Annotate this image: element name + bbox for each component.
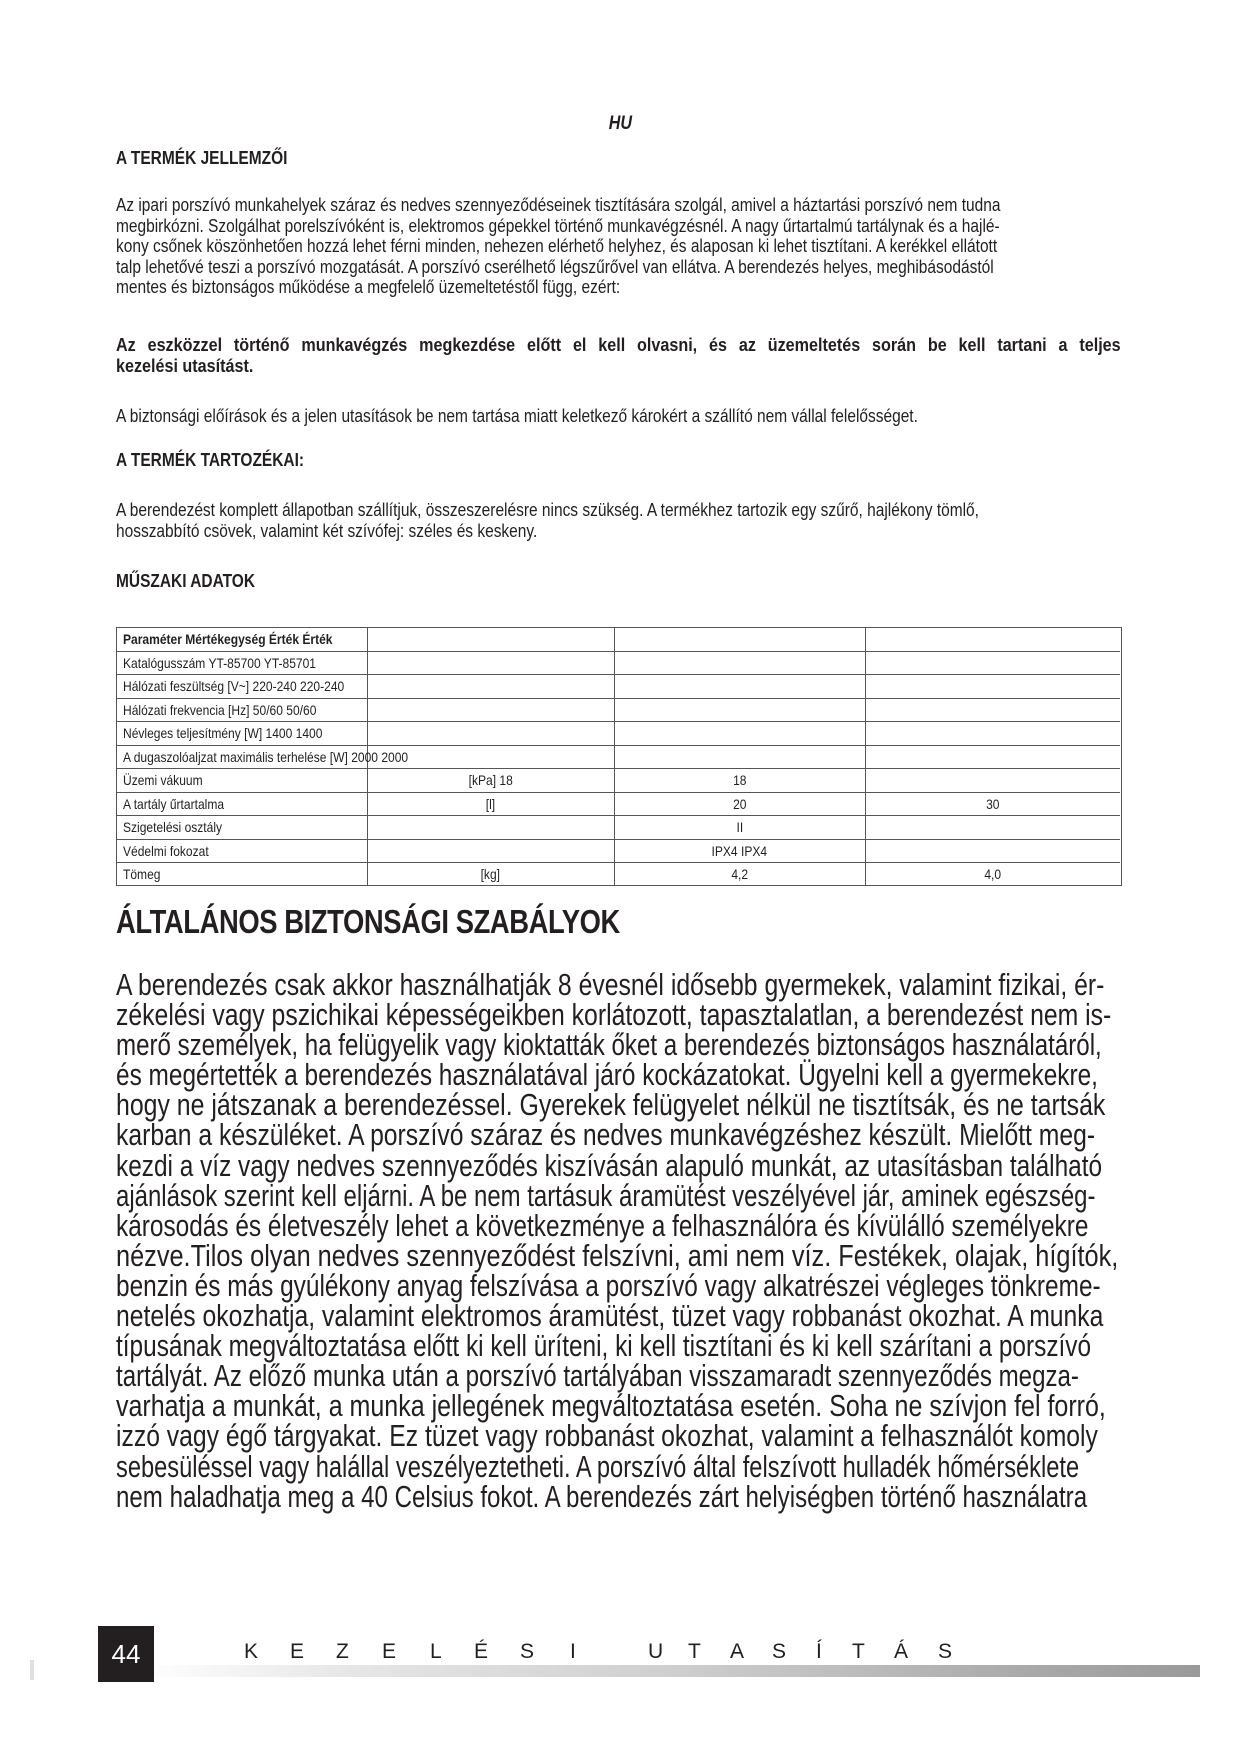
text-line: mentes és biztonságos működése a megfelelő üzemeltetéstől függ, ezért:	[116, 276, 621, 297]
text-line: hosszabbító csövek, valamint két szívófej: széles és keskeny.	[116, 519, 538, 541]
table-row	[117, 769, 1120, 793]
text-line: zékelési vagy pszichikai képességeikben korlátozott, tapasztalatlan, a berendezést nem is-	[116, 998, 1112, 1033]
cell-value-2: 4,0	[984, 866, 1001, 882]
text-line: merő személyek, ha felügyelik vagy kioktatták őket a berendezés biztonságos használatáról,	[116, 1028, 1102, 1063]
text-line: A biztonsági előírások és a jelen utasítások be nem tartása miatt keletkező károkért a szállító nem vállal felelősséget.	[116, 405, 918, 426]
text-line: talp lehetővé teszi a porszívó mozgatását. A porszívó cserélhető légszűrővel van ellátva. A berendezés helyes, meghibásodástól	[116, 255, 994, 277]
features-heading: A TERMÉK JELLEMZŐI	[116, 148, 288, 168]
text-line: kony csőnek köszönhetően hozzá lehet férni minden, nehezen elérhető helyhez, és alaposan ki lehet tisztítani. A kerékkel ellátott	[116, 235, 998, 256]
footer-gradient-bar	[140, 1665, 1200, 1677]
cell-param: Katalógusszám YT-85700 YT-85701	[123, 654, 317, 671]
cell-value-2: 30	[985, 795, 1000, 812]
text-line: benzin és más gyúlékony anyag felszívása a porszívó vagy alkatrészei végleges tönkreme-	[116, 1268, 1101, 1303]
page-number: 44	[98, 1626, 154, 1682]
cell-value-2	[865, 819, 1120, 835]
cell-param: Védelmi fokozat	[123, 842, 209, 859]
cell-value-1: II	[736, 819, 743, 835]
cell-unit: [l]	[485, 795, 496, 812]
cell-param: Üzemi vákuum	[123, 772, 203, 788]
text-line: izzó vagy égő tárgyakat. Ez tüzet vagy robbanást okozhat, valamint a felhasználót komoly	[116, 1419, 1098, 1454]
text-line: nézve.Tilos olyan nedves szennyeződést felszívni, ami nem víz. Festékek, olajak, hígítók,	[116, 1238, 1119, 1273]
safety-paragraph	[116, 970, 1241, 1512]
cell-param: Névleges teljesítmény [W] 1400 1400	[123, 725, 323, 741]
text-line: karban a készüléket. A porszívó száraz és nedves munkavégzéshez készült. Mielőtt meg-	[116, 1118, 1096, 1153]
language-code: HU	[608, 113, 633, 134]
table-row	[117, 793, 1120, 817]
table-header-row	[117, 628, 1120, 652]
table-row	[117, 746, 1120, 770]
text-line: károsodás és életveszély lehet a következménye a felhasználóra és kívülálló személyekre	[116, 1208, 1089, 1243]
table-row	[117, 863, 1120, 887]
disclaimer-paragraph	[116, 406, 1115, 427]
table-row	[117, 840, 1120, 864]
text-line: kezelési utasítást.	[116, 356, 254, 376]
table-row	[117, 675, 1120, 699]
text-line: varhatja a munkát, a munka jellegének megváltoztatása esetén. Soha ne szívjon fel forró,	[116, 1389, 1106, 1424]
cell-param: Hálózati feszültség [V~] 220-240 220-240	[123, 678, 345, 694]
text-line: sebesüléssel vagy halállal veszélyeztetheti. A porszívó által felszívott hulladék hőmérséklete	[116, 1449, 1080, 1484]
accessories-paragraph	[116, 500, 1115, 541]
text-line: és megértették a berendezés használatával járó kockázatokat. Ügyelni kell a gyermekekre,	[116, 1058, 1098, 1093]
cell-value-1: 20	[732, 795, 747, 812]
text-line: Az eszközzel történő munkavégzés megkezdése előtt el kell olvasni, és az üzemeltetés során be kell tartani a teljes	[116, 335, 1121, 355]
cell-unit: [kg]	[480, 866, 501, 882]
table-row	[117, 722, 1120, 746]
table-row	[117, 816, 1120, 840]
cell-unit: [kPa] 18	[468, 772, 513, 788]
text-line: A berendezés csak akkor használhatják 8 évesnél idősebb gyermekek, valamint fizikai, ér-	[116, 968, 1105, 1002]
table-header: Paraméter Mértékegység Érték Érték	[123, 631, 333, 647]
cell-value-2	[865, 772, 1120, 788]
text-line: tartályát. Az előző munka után a porszívó tartályában visszamaradt szennyeződés megza-	[116, 1359, 1079, 1394]
text-line: netelés okozhatja, valamint elektromos áramütést, tüzet vagy robbanást okozhat. A munka	[116, 1299, 1104, 1334]
cell-param: A tartály űrtartalma	[123, 795, 225, 812]
text-line: Az ipari porszívó munkahelyek száraz és nedves szennyeződéseinek tisztítására szolgál, amivel a háztartási porszívó nem tudna	[116, 194, 1001, 215]
cell-value-1: 4,2	[731, 866, 748, 882]
specs-table	[116, 627, 1122, 886]
cell-value-1: 18	[732, 772, 747, 788]
text-line: megbirkózni. Szolgálhat porelszívóként is, elektromos gépekkel történő munkavégzésnél. A nagy űrtartalmú tartálynak és a hajlé-	[116, 214, 1000, 236]
cell-unit	[367, 819, 614, 835]
warning-paragraph	[116, 335, 1121, 377]
cell-value-2	[865, 843, 1120, 859]
cell-param: A dugaszolóaljzat maximális terhelése [W] 2000 2000	[123, 748, 409, 765]
text-line: típusának megváltoztatása előtt ki kell üríteni, ki kell tisztítani és ki kell szárítani a porszívó	[116, 1329, 1092, 1364]
footer-edge-mark	[30, 1660, 34, 1680]
cell-unit	[367, 843, 614, 859]
safety-heading: ÁLTALÁNOS BIZTONSÁGI SZABÁLYOK	[116, 903, 620, 940]
text-line: nem haladhatja meg a 40 Celsius fokot. A berendezés zárt helyiségben történő használatra	[116, 1479, 1088, 1514]
text-line: ajánlások szerint kell eljárni. A be nem tartásuk áramütést veszélyével jár, aminek egészség-	[116, 1178, 1096, 1213]
cell-param: Hálózati frekvencia [Hz] 50/60 50/60	[123, 701, 317, 718]
features-paragraph	[116, 195, 1115, 298]
specs-heading: MŰSZAKI ADATOK	[116, 571, 256, 591]
table-row	[117, 652, 1120, 676]
cell-value-1: IPX4 IPX4	[711, 842, 768, 859]
accessories-heading: A TERMÉK TARTOZÉKAI:	[116, 450, 305, 470]
text-line: hogy ne játszanak a berendezéssel. Gyerekek felügyelet nélkül ne tisztítsák, és ne tartsák	[116, 1088, 1106, 1123]
text-line: A berendezést komplett állapotban szállítjuk, összeszerelésre nincs szükség. A termékhez tartozik egy szűrő, hajlékony tömlő,	[116, 499, 979, 520]
table-row	[117, 699, 1120, 723]
cell-param: Szigetelési osztály	[123, 819, 223, 835]
cell-param: Tömeg	[123, 866, 161, 882]
text-line: kezdi a víz vagy nedves szennyeződés kiszívásán alapuló munkát, az utasításban található	[116, 1148, 1103, 1183]
